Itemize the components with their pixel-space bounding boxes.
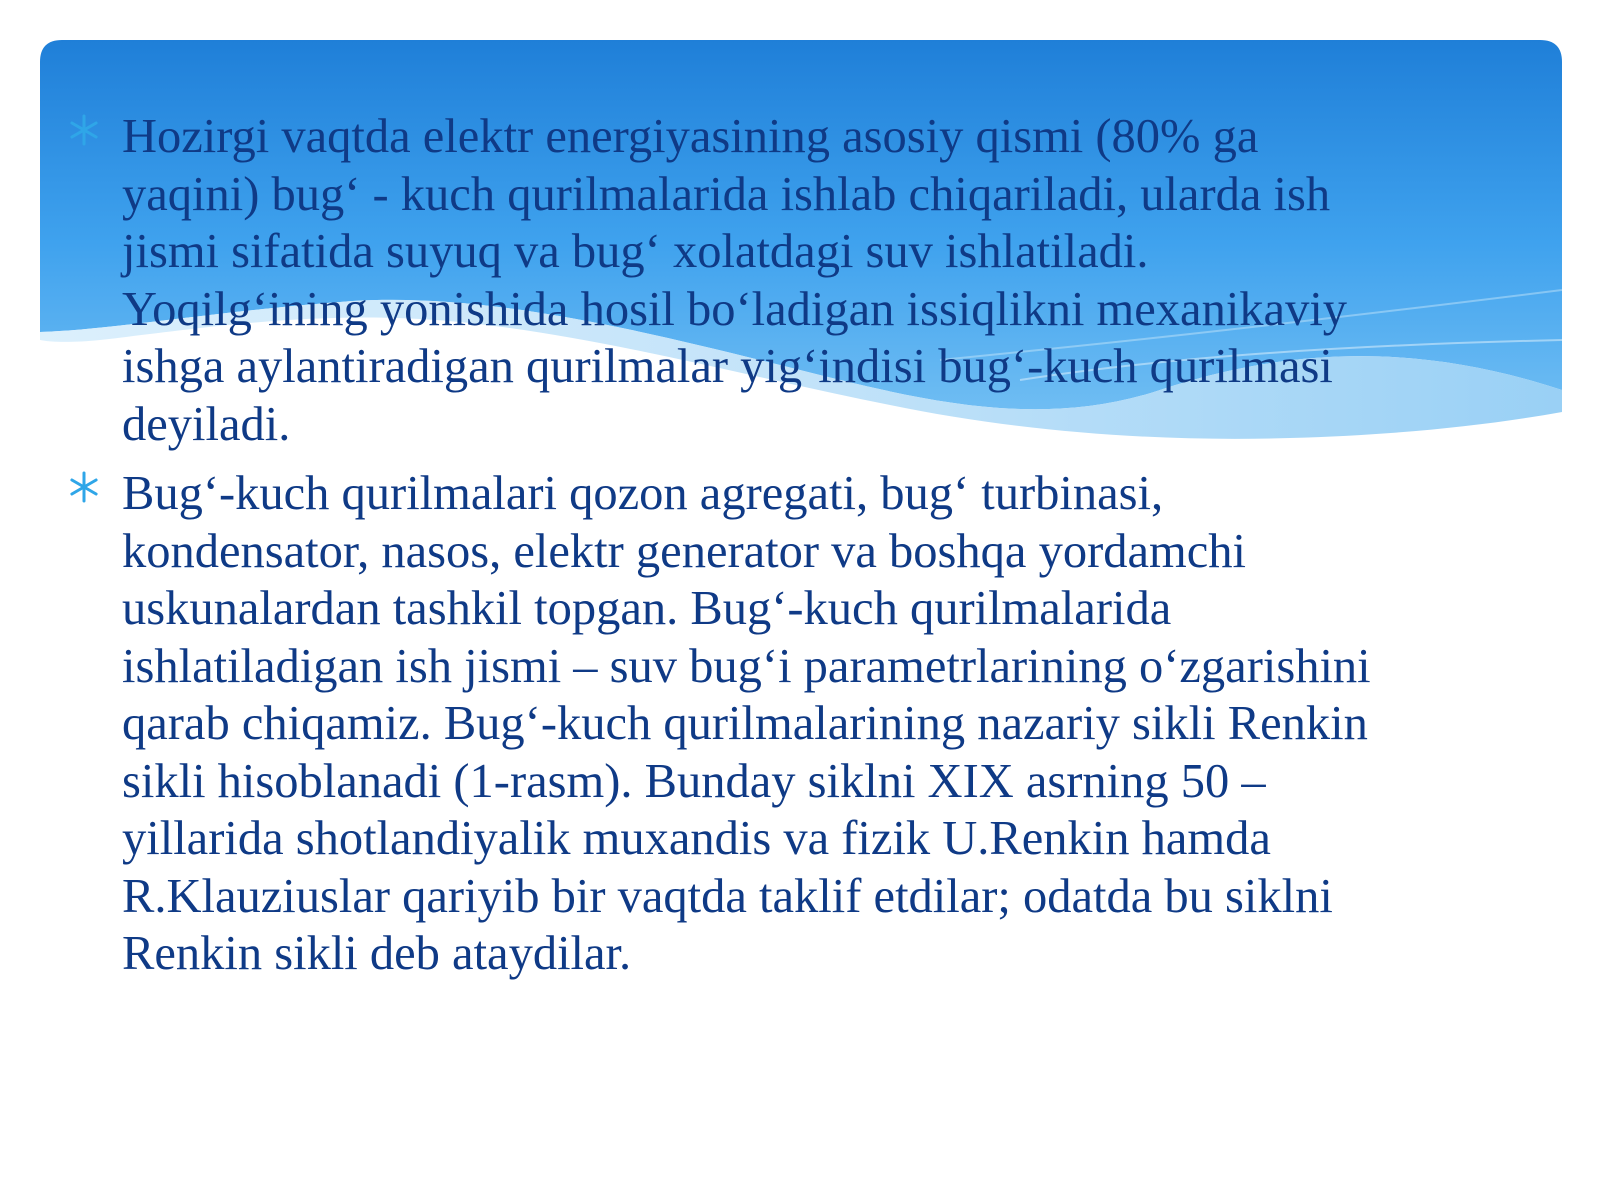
asterisk-bullet-icon bbox=[66, 112, 102, 148]
bullet-paragraph-1 bbox=[66, 108, 1516, 453]
slide-content bbox=[66, 108, 1516, 983]
bullet-text-2: Bug‘-kuch qurilmalari qozon agregati, bug‘ turbinasi, kondensator, nasos, elektr generator va boshqa yordamchi uskunalardan tashkil topgan. Bug‘-kuch qurilmalarida ishlatiladigan ish jismi – suv bug‘i parametrlarining o‘zgarishini qarab chiqamiz. Bug‘-kuch qurilmalarining nazariy sikli Renkin sikli hisoblanadi (1-rasm). Bunday siklni XIX asrning 50 – yillarida shotlandiyalik muxandis va fizik U.Renkin hamda R.Klauziuslar qariyib bir vaqtda taklif etdilar; odatda bu siklni Renkin sikli deb ataydilar. bbox=[122, 467, 1371, 980]
bullet-paragraph-2 bbox=[66, 465, 1516, 983]
asterisk-bullet-icon bbox=[66, 469, 102, 505]
bullet-text-1: Hozirgi vaqtda elektr energiyasining asosiy qismi (80% ga yaqini) bug‘ - kuch qurilmalarida ishlab chiqariladi, ularda ish jismi sifatida suyuq va bug‘ xolatdagi suv ishlatiladi. Yoqilg‘ining yonishida hosil bo‘ladigan issiqlikni mexanikaviy ishga aylantiradigan qurilmalar yig‘indisi bug‘-kuch qurilmasi deyiladi. bbox=[122, 110, 1348, 451]
